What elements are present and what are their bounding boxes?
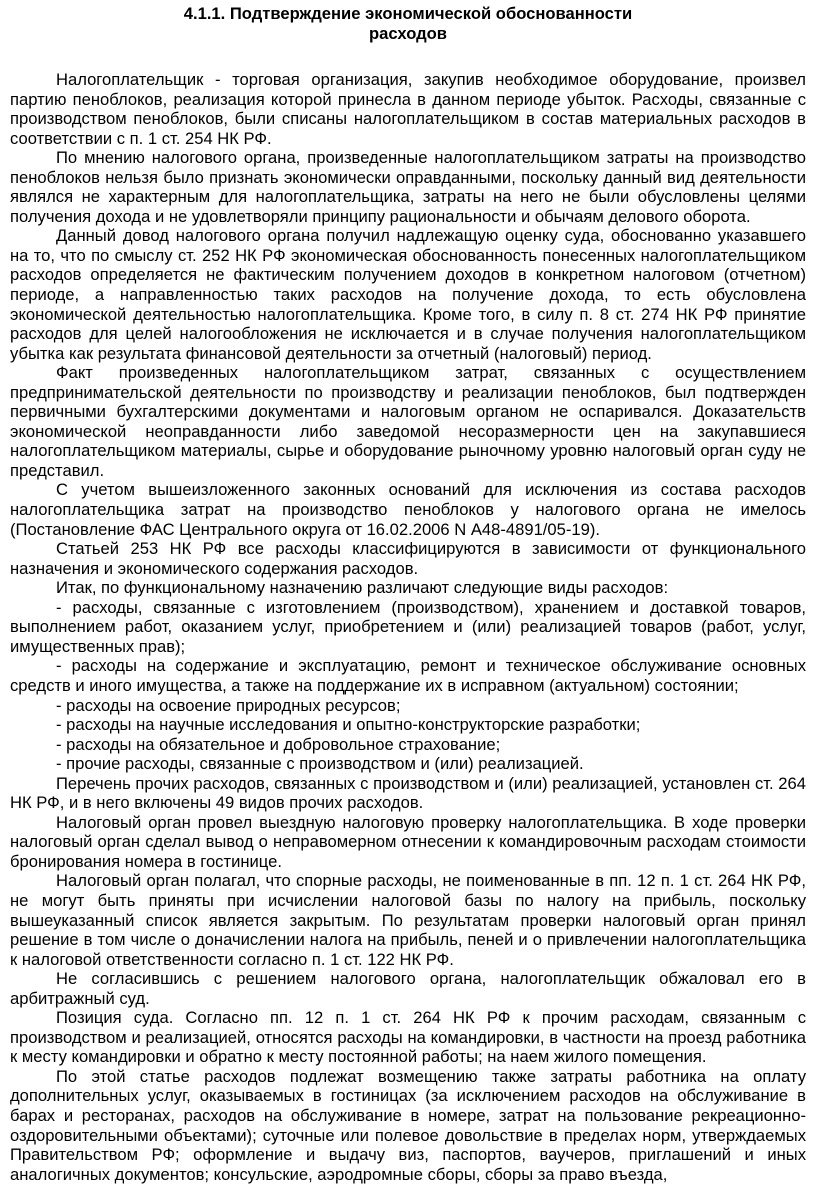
list-item: - расходы на обязательное и добровольное страхование; — [56, 734, 501, 754]
paragraph: Факт произведенных налогоплательщиком затрат, связанных с осуществлением предпринимательской деятельности по производству и реализации пеноблоков, был подтвержден первичными бухгалтерскими документами и налоговым органом не оспаривался. Доказательств экономической неоправданности либо заведомой несоразмерности цен на закупавшиеся налогоплательщиком материалы, сырье и оборудование рыночному уровню налоговый орган суду не представил. — [10, 363, 806, 480]
list-item: - прочие расходы, связанные с производством и (или) реализацией. — [56, 754, 584, 774]
paragraph: По этой статье расходов подлежат возмещению также затраты работника на оплату дополнительных услуг, оказываемых в гостиницах (за исключением расходов на обслуживание в барах и ресторанах, расходов на обслуживание в номере, затрат на пользование рекреационно-оздоровительными объектами); суточные или полевое довольствие в пределах норм, утверждаемых Правительством РФ; оформление и выдачу виз, паспортов, ваучеров, приглашений и иных аналогичных документов; консульские, аэродромные сборы, сборы за право въезда, — [10, 1066, 806, 1184]
paragraph: С учетом вышеизложенного законных оснований для исключения из состава расходов налогоплательщика затрат на производство пеноблоков у налогового органа не имелось (Постановление ФАС Центрального округа от 16.02.2006 N А48-4891/05-19). — [10, 480, 806, 539]
paragraph: Позиция суда. Согласно пп. 12 п. 1 ст. 264 НК РФ к прочим расходам, связанным с производством и реализацией, относятся расходы на командировки, в частности на проезд работника к месту командировки и обратно к месту постоянной работы; на наем жилого помещения. — [10, 1008, 806, 1067]
paragraph: Итак, по функциональному назначению различают следующие виды расходов: — [56, 578, 669, 598]
list-item: - расходы на освоение природных ресурсов; — [56, 695, 401, 715]
paragraph: Статьей 253 НК РФ все расходы классифицируются в зависимости от функционального назначения и экономического содержания расходов. — [10, 539, 806, 578]
paragraph: Налогоплательщик - торговая организация, закупив необходимое оборудование, произвел партию пеноблоков, реализация которой принесла в данном периоде убыток. Расходы, связанные с производством пеноблоков, были списаны налогоплательщиком в состав материальных расходов в соответствии с п. 1 ст. 254 НК РФ. — [10, 70, 806, 148]
list-item: - расходы на научные исследования и опытно-конструкторские разработки; — [56, 715, 641, 735]
paragraph: По мнению налогового органа, произведенные налогоплательщиком затраты на производство пеноблоков нельзя было признать экономически оправданными, поскольку данный вид деятельности являлся не характерным для налогоплательщика, затраты на него не были обусловлены целями получения дохода и не удовлетворяли принципу рациональности и обычаям делового оборота. — [10, 148, 806, 226]
paragraph: Не согласившись с решением налогового органа, налогоплательщик обжаловал его в арбитражный суд. — [10, 969, 806, 1008]
section-heading — [10, 4, 806, 44]
paragraph: Налоговый орган полагал, что спорные расходы, не поименованные в пп. 12 п. 1 ст. 264 НК РФ, не могут быть приняты при исчислении налоговой базы по налогу на прибыль, поскольку вышеуказанный список является закрытым. По результатам проверки налоговый орган принял решение в том числе о доначислении налога на прибыль, пеней и о привлечении налогоплательщика к налоговой ответственности согласно п. 1 ст. 122 НК РФ. — [10, 871, 806, 969]
paragraph: Перечень прочих расходов, связанных с производством и (или) реализацией, установлен ст. 264 НК РФ, и в него включены 49 видов прочих расходов. — [10, 773, 806, 813]
list-item: - расходы на содержание и эксплуатацию, ремонт и техническое обслуживание основных средств и иного имущества, а также на поддержание их в исправном (актуальном) состоянии; — [10, 656, 806, 695]
document-page — [10, 4, 806, 1184]
list-item: - расходы, связанные с изготовлением (производством), хранением и доставкой товаров, выполнением работ, оказанием услуг, приобретением и (или) реализацией товаров (работ, услуг, имущественных прав); — [10, 597, 806, 656]
section-heading-line-1: 4.1.1. Подтверждение экономической обоснованности — [183, 4, 633, 23]
paragraph: Налоговый орган провел выездную налоговую проверку налогоплательщика. В ходе проверки налоговый орган сделал вывод о неправомерном отнесении к командировочным расходам стоимости бронирования номера в гостинице. — [10, 812, 806, 871]
document-body — [10, 70, 806, 1184]
paragraph: Данный довод налогового органа получил надлежащую оценку суда, обоснованно указавшего на то, что по смыслу ст. 252 НК РФ экономическая обоснованность понесенных налогоплательщиком расходов определяется не фактическим получением доходов в конкретном налоговом (отчетном) периоде, а направленностью таких расходов на получение дохода, то есть обусловлена экономической деятельностью налогоплательщика. Кроме того, в силу п. 8 ст. 274 НК РФ принятие расходов для целей налогообложения не исключается и в случае получения налогоплательщиком убытка как результата финансовой деятельности за отчетный (налоговый) период. — [10, 226, 806, 363]
section-heading-line-2: расходов — [369, 24, 447, 43]
